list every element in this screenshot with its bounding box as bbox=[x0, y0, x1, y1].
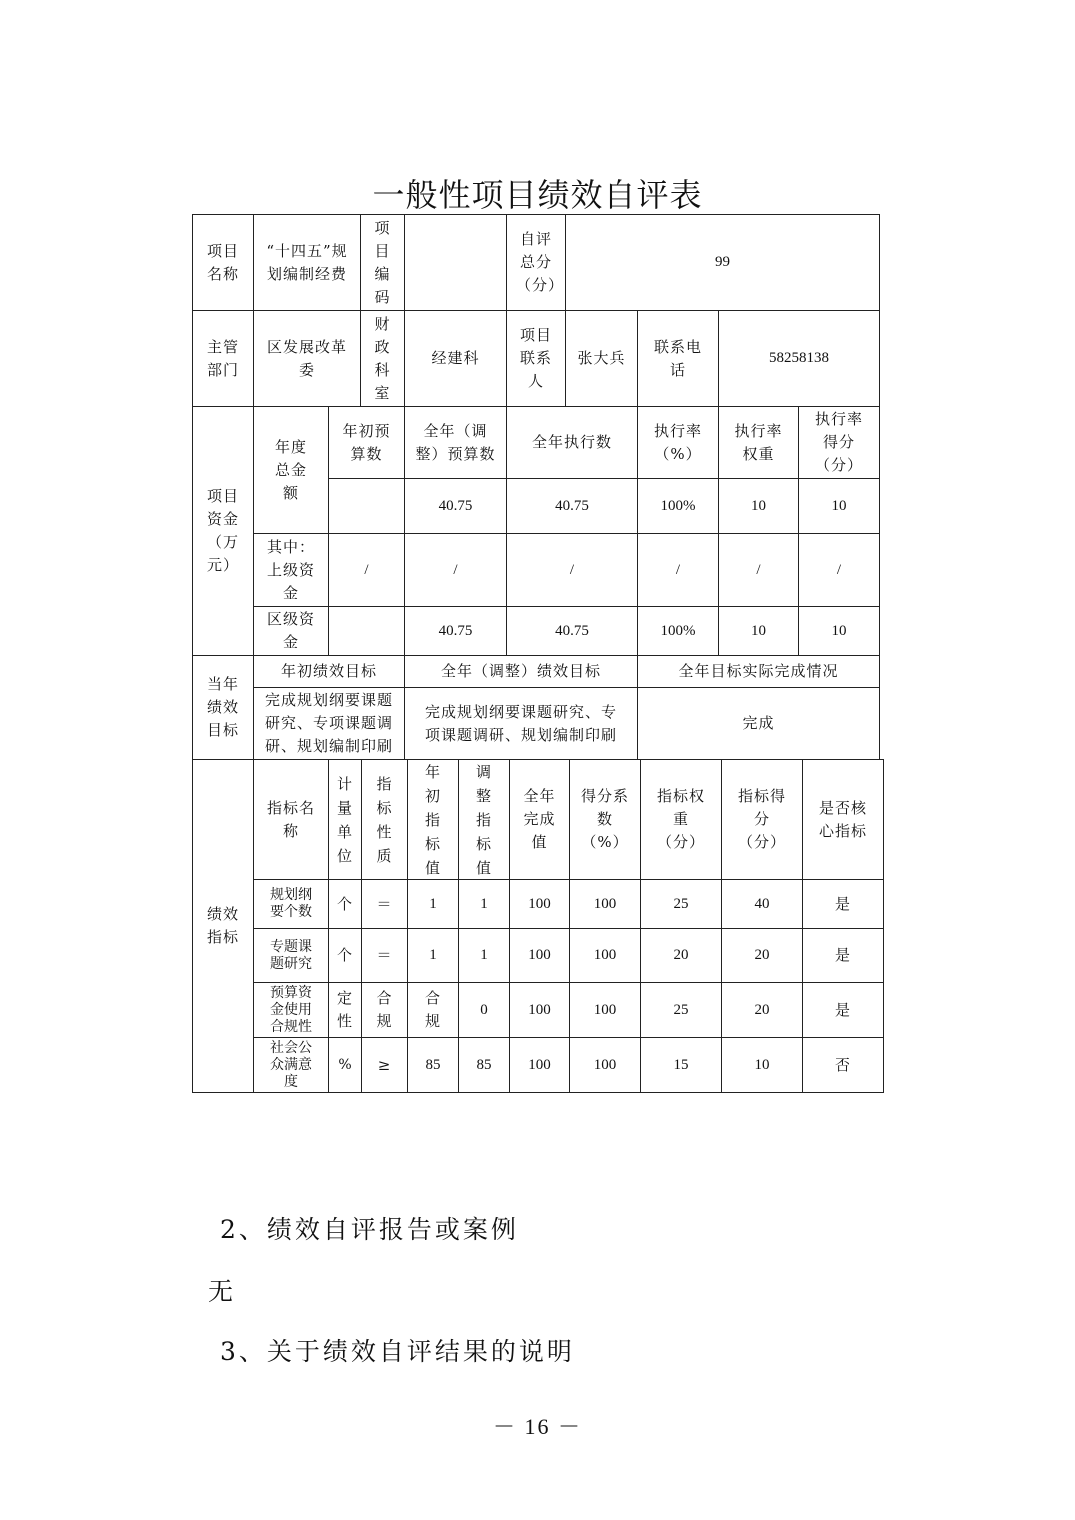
funds-upper-cell: / bbox=[328, 533, 405, 607]
phone-label: 联系电话 bbox=[637, 310, 719, 407]
indicator-header: 计量单位 bbox=[328, 759, 362, 880]
self-score-value: 99 bbox=[565, 214, 880, 311]
indicator-cell: ＝ bbox=[361, 879, 408, 929]
indicator-cell: 是 bbox=[802, 982, 884, 1038]
indicator-header: 得分系数（%） bbox=[569, 759, 641, 880]
indicator-cell: ＝ bbox=[361, 928, 408, 983]
indicator-cell: 1 bbox=[458, 879, 510, 929]
funds-district-cell: 10 bbox=[798, 606, 880, 656]
indicator-cell: 1 bbox=[407, 879, 459, 929]
funds-upper-cell: / bbox=[798, 533, 880, 607]
indicator-cell: 25 bbox=[640, 879, 722, 929]
indicator-header: 指标得分（分） bbox=[721, 759, 803, 880]
indicator-header: 是否核心指标 bbox=[802, 759, 884, 880]
finance-office-value: 经建科 bbox=[404, 310, 507, 407]
funds-upper-cell: / bbox=[637, 533, 719, 607]
funds-upper-cell: / bbox=[404, 533, 507, 607]
contact-label: 项目联系人 bbox=[506, 310, 566, 407]
indicator-cell: 定性 bbox=[328, 982, 362, 1038]
indicator-cell: 是 bbox=[802, 879, 884, 929]
goals-section-label: 当年绩效目标 bbox=[192, 655, 254, 760]
funds-total-cell: 100% bbox=[637, 478, 719, 534]
indicator-header: 调整指标值 bbox=[458, 759, 510, 880]
indicator-cell: 20 bbox=[721, 982, 803, 1038]
indicator-cell: 1 bbox=[458, 928, 510, 983]
project-name-value: “十四五”规划编制经费 bbox=[253, 214, 361, 311]
funds-district-cell bbox=[328, 606, 405, 656]
goals-value: 完成规划纲要课题研究、专项课题调研、规划编制印刷 bbox=[404, 687, 638, 760]
funds-total-cell: 10 bbox=[718, 478, 799, 534]
dept-label: 主管部门 bbox=[192, 310, 254, 407]
section-2-heading: 2、绩效自评报告或案例 bbox=[220, 1215, 519, 1244]
indicator-cell: 预算资金使用合规性 bbox=[253, 982, 329, 1038]
indicator-header: 指标性质 bbox=[361, 759, 408, 880]
indicator-cell: 85 bbox=[458, 1037, 510, 1093]
indicator-cell: 100 bbox=[569, 982, 641, 1038]
section-2-body: 无 bbox=[208, 1277, 237, 1306]
goals-value: 完成 bbox=[637, 687, 880, 760]
indicator-cell: 100 bbox=[509, 879, 570, 929]
funds-total-cell: 10 bbox=[798, 478, 880, 534]
funds-total-label: 年度总金额 bbox=[253, 406, 329, 534]
funds-header: 执行率权重 bbox=[718, 406, 799, 479]
phone-value: 58258138 bbox=[718, 310, 880, 407]
goals-header: 全年目标实际完成情况 bbox=[637, 655, 880, 688]
finance-office-label: 财政科室 bbox=[360, 310, 405, 407]
funds-header: 年初预算数 bbox=[328, 406, 405, 479]
funds-upper-cell: / bbox=[506, 533, 638, 607]
indicator-cell: 15 bbox=[640, 1037, 722, 1093]
indicator-cell: 85 bbox=[407, 1037, 459, 1093]
indicator-cell: 10 bbox=[721, 1037, 803, 1093]
funds-district-cell: 10 bbox=[718, 606, 799, 656]
indicator-cell: 规划纲要个数 bbox=[253, 879, 329, 929]
indicator-cell: ≥ bbox=[361, 1037, 408, 1093]
indicator-cell: 个 bbox=[328, 928, 362, 983]
funds-district-label: 区级资金 bbox=[253, 606, 329, 656]
funds-header: 执行率得分（分） bbox=[798, 406, 880, 479]
project-code-value bbox=[404, 214, 507, 311]
indicator-cell: 否 bbox=[802, 1037, 884, 1093]
indicator-cell: 合规 bbox=[407, 982, 459, 1038]
funds-total-cell: 40.75 bbox=[404, 478, 507, 534]
funds-header: 全年（调整）预算数 bbox=[404, 406, 507, 479]
indicator-cell: 个 bbox=[328, 879, 362, 929]
funds-total-cell bbox=[328, 478, 405, 534]
goals-header: 年初绩效目标 bbox=[253, 655, 405, 688]
funds-district-cell: 100% bbox=[637, 606, 719, 656]
indicator-header: 指标名称 bbox=[253, 759, 329, 880]
indicator-cell: 100 bbox=[509, 1037, 570, 1093]
contact-value: 张大兵 bbox=[565, 310, 638, 407]
indicator-cell: 20 bbox=[721, 928, 803, 983]
funds-district-cell: 40.75 bbox=[506, 606, 638, 656]
indicator-header: 指标权重（分） bbox=[640, 759, 722, 880]
indicator-cell: 100 bbox=[569, 928, 641, 983]
indicator-header: 全年完成值 bbox=[509, 759, 570, 880]
self-score-label: 自评总分（分） bbox=[506, 214, 566, 311]
funds-total-cell: 40.75 bbox=[506, 478, 638, 534]
indicator-cell: 25 bbox=[640, 982, 722, 1038]
indicator-header: 年初指标值 bbox=[407, 759, 459, 880]
project-code-label: 项目编码 bbox=[360, 214, 405, 311]
indicator-cell: 合规 bbox=[361, 982, 408, 1038]
funds-district-cell: 40.75 bbox=[404, 606, 507, 656]
page-number: － 16 － bbox=[492, 1414, 582, 1439]
funds-upper-cell: / bbox=[718, 533, 799, 607]
indicator-cell: 社会公众满意度 bbox=[253, 1037, 329, 1093]
funds-header: 执行率（%） bbox=[637, 406, 719, 479]
indicator-cell: 100 bbox=[569, 879, 641, 929]
indicator-cell: 100 bbox=[509, 982, 570, 1038]
indicator-cell: 1 bbox=[407, 928, 459, 983]
indicator-cell: 100 bbox=[509, 928, 570, 983]
indicator-cell: 40 bbox=[721, 879, 803, 929]
indicator-cell: 专题课题研究 bbox=[253, 928, 329, 983]
funds-header: 全年执行数 bbox=[506, 406, 638, 479]
page-title: 一般性项目绩效自评表 bbox=[372, 176, 703, 214]
indicator-cell: 是 bbox=[802, 928, 884, 983]
project-name-label: 项目名称 bbox=[192, 214, 254, 311]
goals-value: 完成规划纲要课题研究、专项课题调研、规划编制印刷 bbox=[253, 687, 405, 760]
dept-value: 区发展改革委 bbox=[253, 310, 361, 407]
indicator-cell: 20 bbox=[640, 928, 722, 983]
indicators-section-label: 绩效指标 bbox=[192, 759, 254, 1093]
funds-section-label: 项目资金（万元） bbox=[192, 406, 254, 656]
funds-upper-label: 其中：上级资金 bbox=[253, 533, 329, 607]
section-3-heading: 3、关于绩效自评结果的说明 bbox=[220, 1337, 575, 1366]
goals-header: 全年（调整）绩效目标 bbox=[404, 655, 638, 688]
indicator-cell: % bbox=[328, 1037, 362, 1093]
indicator-cell: 100 bbox=[569, 1037, 641, 1093]
indicator-cell: 0 bbox=[458, 982, 510, 1038]
